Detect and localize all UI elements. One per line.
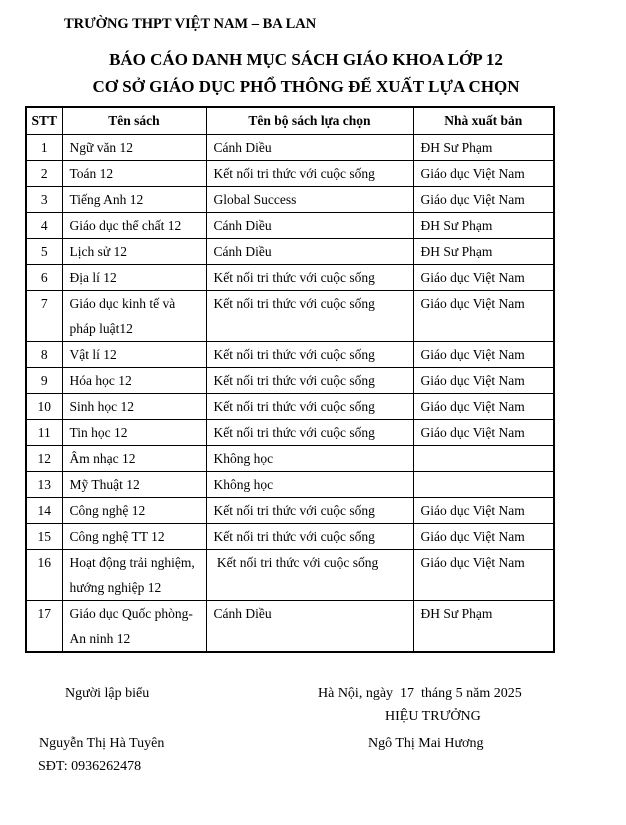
series-name-cell: Kết nối tri thức với cuộc sống — [206, 524, 413, 550]
column-header-publisher: Nhà xuất bản — [413, 107, 554, 135]
book-title-cell: Công nghệ 12 — [62, 498, 206, 524]
publisher-cell: Giáo dục Việt Nam — [413, 394, 554, 420]
table-row — [26, 135, 554, 161]
preparer-name: Nguyễn Thị Hà Tuyên — [39, 736, 165, 751]
publisher-cell: ĐH Sư Phạm — [413, 135, 554, 161]
table-row — [26, 187, 554, 213]
preparer-label: Người lập biểu — [65, 686, 150, 701]
publisher-cell: Giáo dục Việt Nam — [413, 368, 554, 394]
row-stt: 13 — [26, 472, 62, 498]
series-name-cell: Kết nối tri thức với cuộc sống — [206, 550, 413, 601]
row-stt: 16 — [26, 550, 62, 601]
series-name-cell: Kết nối tri thức với cuộc sống — [206, 420, 413, 446]
row-stt: 5 — [26, 239, 62, 265]
table-row — [26, 601, 554, 653]
column-header-series: Tên bộ sách lựa chọn — [206, 107, 413, 135]
row-stt: 17 — [26, 601, 62, 653]
book-title-cell: Địa lí 12 — [62, 265, 206, 291]
column-header-book-title: Tên sách — [62, 107, 206, 135]
publisher-cell: ĐH Sư Phạm — [413, 239, 554, 265]
row-stt: 15 — [26, 524, 62, 550]
table-body — [26, 135, 554, 653]
book-title-cell: Hóa học 12 — [62, 368, 206, 394]
publisher-cell: Giáo dục Việt Nam — [413, 420, 554, 446]
book-title-cell: Mỹ Thuật 12 — [62, 472, 206, 498]
publisher-cell: Giáo dục Việt Nam — [413, 291, 554, 342]
table-row — [26, 446, 554, 472]
report-title-line1: BÁO CÁO DANH MỤC SÁCH GIÁO KHOA LỚP 12 — [109, 50, 503, 69]
table-row — [26, 368, 554, 394]
publisher-cell: Giáo dục Việt Nam — [413, 161, 554, 187]
column-header-stt: STT — [26, 107, 62, 135]
row-stt: 9 — [26, 368, 62, 394]
series-name-cell: Kết nối tri thức với cuộc sống — [206, 498, 413, 524]
series-name-cell: Cánh Diều — [206, 213, 413, 239]
textbook-table — [25, 106, 555, 653]
table-row — [26, 472, 554, 498]
publisher-cell — [413, 472, 554, 498]
book-title-cell: Tin học 12 — [62, 420, 206, 446]
book-title-cell: Tiếng Anh 12 — [62, 187, 206, 213]
publisher-cell: Giáo dục Việt Nam — [413, 524, 554, 550]
school-name: TRƯỜNG THPT VIỆT NAM – BA LAN — [64, 16, 317, 32]
publisher-cell — [413, 446, 554, 472]
book-title-cell: Ngữ văn 12 — [62, 135, 206, 161]
publisher-cell: ĐH Sư Phạm — [413, 601, 554, 653]
series-name-cell: Kết nối tri thức với cuộc sống — [206, 291, 413, 342]
series-name-cell: Cánh Diều — [206, 135, 413, 161]
row-stt: 12 — [26, 446, 62, 472]
table-row — [26, 524, 554, 550]
book-title-cell: Toán 12 — [62, 161, 206, 187]
row-stt: 4 — [26, 213, 62, 239]
series-name-cell: Kết nối tri thức với cuộc sống — [206, 161, 413, 187]
report-title-line2: CƠ SỞ GIÁO DỤC PHỔ THÔNG ĐỂ XUẤT LỰA CHỌN — [92, 77, 520, 96]
series-name-cell: Không học — [206, 446, 413, 472]
series-name-cell: Không học — [206, 472, 413, 498]
table-row — [26, 239, 554, 265]
table-row — [26, 394, 554, 420]
row-stt: 14 — [26, 498, 62, 524]
table-row — [26, 498, 554, 524]
principal-title: HIỆU TRƯỞNG — [385, 709, 481, 724]
row-stt: 7 — [26, 291, 62, 342]
principal-name: Ngô Thị Mai Hương — [368, 736, 484, 751]
series-name-cell: Kết nối tri thức với cuộc sống — [206, 342, 413, 368]
row-stt: 1 — [26, 135, 62, 161]
book-title-cell: Hoạt động trải nghiệm, hướng nghiệp 12 — [62, 550, 206, 601]
publisher-cell: Giáo dục Việt Nam — [413, 550, 554, 601]
report-title — [0, 46, 612, 100]
row-stt: 10 — [26, 394, 62, 420]
book-title-cell: Công nghệ TT 12 — [62, 524, 206, 550]
publisher-cell: Giáo dục Việt Nam — [413, 342, 554, 368]
table-header-row — [26, 107, 554, 135]
table-row — [26, 213, 554, 239]
row-stt: 3 — [26, 187, 62, 213]
publisher-cell: Giáo dục Việt Nam — [413, 265, 554, 291]
series-name-cell: Cánh Diều — [206, 239, 413, 265]
publisher-cell: ĐH Sư Phạm — [413, 213, 554, 239]
date-line: Hà Nội, ngày 17 tháng 5 năm 2025 — [318, 686, 522, 701]
series-name-cell: Cánh Diều — [206, 601, 413, 653]
series-name-cell: Kết nối tri thức với cuộc sống — [206, 368, 413, 394]
publisher-cell: Giáo dục Việt Nam — [413, 498, 554, 524]
publisher-cell: Giáo dục Việt Nam — [413, 187, 554, 213]
table-row — [26, 291, 554, 342]
phone-number: SĐT: 0936262478 — [38, 759, 142, 774]
book-title-cell: Vật lí 12 — [62, 342, 206, 368]
row-stt: 6 — [26, 265, 62, 291]
book-title-cell: Giáo dục Quốc phòng- An ninh 12 — [62, 601, 206, 653]
table-row — [26, 420, 554, 446]
series-name-cell: Kết nối tri thức với cuộc sống — [206, 394, 413, 420]
book-title-cell: Âm nhạc 12 — [62, 446, 206, 472]
series-name-cell: Global Success — [206, 187, 413, 213]
book-title-cell: Lịch sử 12 — [62, 239, 206, 265]
book-title-cell: Giáo dục kinh tế và pháp luật12 — [62, 291, 206, 342]
book-title-cell: Giáo dục thể chất 12 — [62, 213, 206, 239]
book-title-cell: Sinh học 12 — [62, 394, 206, 420]
table-row — [26, 550, 554, 601]
footer — [0, 684, 626, 825]
table-row — [26, 265, 554, 291]
row-stt: 2 — [26, 161, 62, 187]
row-stt: 8 — [26, 342, 62, 368]
row-stt: 11 — [26, 420, 62, 446]
table-row — [26, 342, 554, 368]
series-name-cell: Kết nối tri thức với cuộc sống — [206, 265, 413, 291]
table-row — [26, 161, 554, 187]
